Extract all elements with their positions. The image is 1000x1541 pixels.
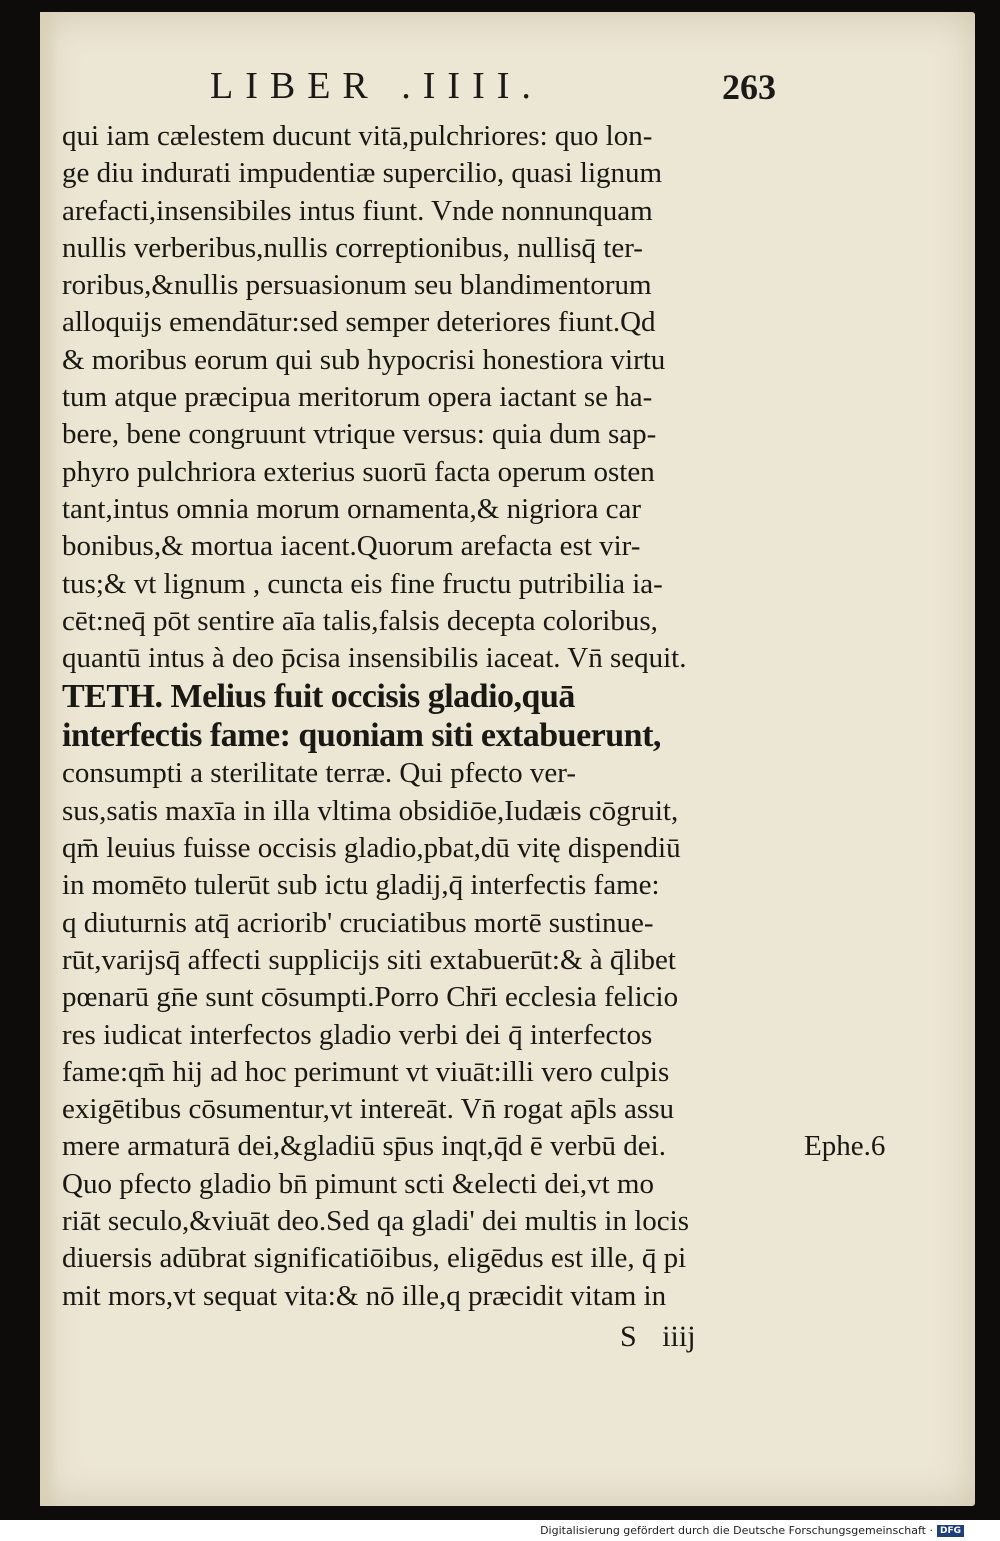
text-line: mere armaturā dei,&gladiū sp̄us inqt,q̄d ē verbū dei. [62, 1130, 666, 1163]
text-line: cēt:neq̄ pōt sentire aīa talis,falsis decepta coloribus, [62, 604, 658, 637]
credit-text: Digitalisierung gefördert durch die Deutsche Forschungsgemeinschaft · [540, 1524, 933, 1537]
text-line: ge diu indurati impudentiæ supercilio, quasi lignum [62, 157, 663, 190]
text-line: mit mors,vt sequat vita:& nō ille,q præcidit vitam in [62, 1279, 667, 1312]
text-line: qm̄ leuius fuisse occisis gladio,pbat,dū vitę dispendiū [62, 832, 681, 865]
text-line: riāt seculo,&viuāt deo.Sed qa gladi' dei multis in locis [62, 1205, 689, 1238]
text-line: tant,intus omnia morum ornamenta,& nigriora car [62, 492, 642, 525]
text-line: arefacti,insensibiles intus fiunt. Vnde nonnunquam [62, 194, 653, 227]
verse-heading-line: TETH. Melius fuit occisis gladio,quā [62, 678, 575, 716]
text-line: tum atque præcipua meritorum opera iactant se ha- [62, 381, 653, 414]
text-line: alloquijs emendātur:sed semper deteriores fiunt.Qd [62, 306, 656, 339]
text-line: quantū intus à deo p̄cisa insensibilis iaceat. Vn̄ sequit. [62, 642, 687, 675]
text-line: roribus,&nullis persuasionum seu blandimentorum [62, 269, 652, 302]
running-title: LIBER .IIII. [210, 65, 543, 107]
text-line: fame:qm̄ hij ad hoc perimunt vt viuāt:illi vero culpis [62, 1055, 670, 1088]
signature-mark: S iiij [620, 1320, 696, 1353]
text-line: Quo pfecto gladio bn̄ pimunt scti &electi dei,vt mo [62, 1167, 654, 1200]
text-line: q diuturnis atq̄ acriorib' cruciatibus mortē sustinue- [62, 906, 654, 939]
text-line: bonibus,& mortua iacent.Quorum arefacta est vir- [62, 530, 641, 563]
text-line: res iudicat interfectos gladio verbi dei q̄ interfectos [62, 1018, 653, 1051]
digitization-credit [540, 1524, 964, 1537]
text-line: diuersis adūbrat significatiōibus, eligēdus est ille, q̄ pi [62, 1242, 687, 1275]
book-page [40, 12, 975, 1506]
dfg-logo: DFG [937, 1525, 964, 1537]
text-line: qui iam cælestem ducunt vitā,pulchriores: quo lon- [62, 120, 653, 152]
margin-reference: Ephe.6 [804, 1130, 886, 1162]
page-gutter-shadow [40, 12, 58, 1506]
text-line: & moribus eorum qui sub hypocrisi honestiora virtu [62, 343, 666, 376]
text-line: tus;& vt lignum , cuncta eis fine fructu putribilia ia- [62, 567, 663, 600]
main-text-block [62, 118, 822, 1315]
page-number: 263 [722, 67, 776, 107]
text-line: consumpti a sterilitate terræ. Qui pfecto ver- [62, 757, 576, 790]
text-line: in momēto tulerūt sub ictu gladij,q̄ interfectis fame: [62, 869, 660, 902]
verse-heading-line: interfectis fame: quoniam siti extabuerunt, [62, 717, 661, 755]
text-line: exigētibus cōsumentur,vt intereāt. Vn̄ rogat ap̄ls assu [62, 1093, 675, 1126]
text-line: sus,satis maxīa in illa vltima obsidiōe,Iudæis cōgruit, [62, 794, 679, 827]
text-line: nullis verberibus,nullis correptionibus, nullisq̄ ter- [62, 231, 643, 264]
text-line: bere, bene congruunt vtrique versus: quia dum sap- [62, 418, 657, 451]
text-line: rūt,varijsq̄ affecti supplicijs siti extabuerūt:& à q̄libet [62, 943, 676, 976]
page-header [40, 64, 975, 114]
text-line: pœnarū gn̄e sunt cōsumpti.Porro Chr̄i ecclesia felicio [62, 981, 679, 1014]
text-line: phyro pulchriora exterius suorū facta operum osten [62, 455, 655, 488]
